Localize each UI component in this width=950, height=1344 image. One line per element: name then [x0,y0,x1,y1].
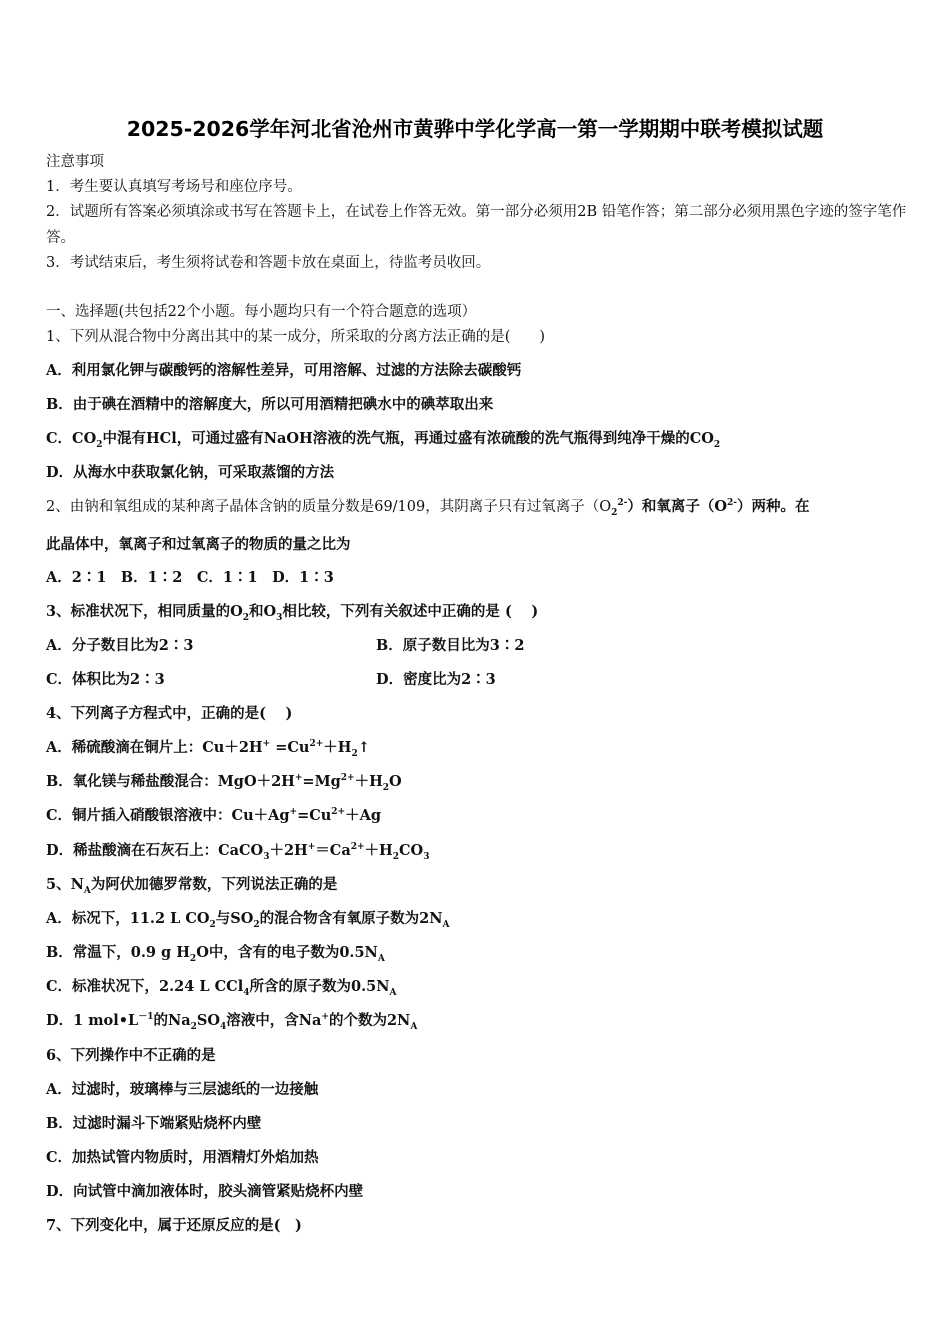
question-6-option-d: D．向试管中滴加液体时，胶头滴管紧贴烧杯内壁 [46,1183,364,1200]
question-3-option-b: B．原子数目比为3∶2 [376,637,525,654]
question-5-option-d: D．1 $mol•L^{-1}$的$Na_2SO_4$溶液中，含Na+的个数为$2N_A$ [46,1012,418,1032]
notice-item-1: 1．考生要认真填写考场号和座位序号。 [46,179,302,195]
question-5-stem: 5、$N_A$为阿伏加德罗常数，下列说法正确的是 [46,876,338,896]
question-6-option-a: A．过滤时，玻璃棒与三层滤纸的一边接触 [46,1081,319,1098]
question-4-option-c: C．铜片插入硝酸银溶液中：$Cu+Ag^+=Cu^{2+}+Ag$ [46,807,381,824]
section-heading: 一、选择题(共包括22个小题。每小题均只有一个符合题意的选项） [46,304,477,320]
question-5-option-a: A．标况下，11.2 L $CO_2$与$SO_2$的混合物含有氧原子数为$2N_A$ [46,910,450,930]
question-5-option-c: C．标准状况下，2.24 L CCl$_4$所含的原子数为$0.5N_A$ [46,978,397,998]
notice-item-3: 3．考试结束后，考生须将试卷和答题卡放在桌面上，待监考员收回。 [46,255,491,271]
question-1-option-b: B．由于碘在酒精中的溶解度大，所以可用酒精把碘水中的碘萃取出来 [46,396,494,413]
question-6-stem: 6、下列操作中不正确的是 [46,1047,216,1064]
question-2-options: A．2∶1 B．1∶2 C．1∶1 D．1∶3 [46,569,334,586]
question-7-stem: 7、下列变化中，属于还原反应的是( ) [46,1217,302,1234]
question-6-option-c: C．加热试管内物质时，用酒精灯外焰加热 [46,1149,319,1166]
question-4-option-a: A．稀硫酸滴在铜片上：$Cu+2H^+ =Cu^{2+}+H_2↑$ [46,739,370,759]
page-title: 2025-2026学年河北省沧州市黄骅中学化学高一第一学期期中联考模拟试题 [126,117,824,141]
question-6-option-b: B．过滤时漏斗下端紧贴烧杯内壁 [46,1115,262,1132]
question-3-option-d: D．密度比为2∶3 [376,671,496,688]
question-5-option-b: B．常温下，0.9 g $H_2O$中，含有的电子数为$0.5N_A$ [46,944,385,964]
question-1-option-d: D．从海水中获取氯化钠，可采取蒸馏的方法 [46,464,335,481]
question-4-stem: 4、下列离子方程式中，正确的是( ) [46,705,293,722]
notice-item-2: 2．试题所有答案必须填涂或书写在答题卡上，在试卷上作答无效。第一部分必须用2B 铅笔作答；第二部分必须用黑色字迹的签字笔作答。 [46,204,907,246]
question-1-stem: 1、下列从混合物中分离出其中的某一成分，所采取的分离方法正确的是( ) [46,329,546,345]
question-3-option-a: A．分子数目比为2∶3 [46,637,194,654]
question-4-option-d: D．稀盐酸滴在石灰石上：$CaCO_3+2H^+=Ca^{2+}+H_2CO_3$ [46,842,430,862]
question-2-stem-cont: 此晶体中，氧离子和过氧离子的物质的量之比为 [46,536,351,553]
question-2-stem: 2、由钠和氧组成的某种离子晶体含钠的质量分数是69/109，其阴离子只有过氧离子$(O_2^{2-})$和氧离子$(O^{2-})$两种。在 [46,498,810,518]
question-1-option-a: A．利用氯化钾与碳酸钙的溶解性差异，可用溶解、过滤的方法除去碳酸钙 [46,362,522,379]
question-4-option-b: B．氧化镁与稀盐酸混合：$MgO+2H^+=Mg^{2+}+H_2O$ [46,773,402,793]
question-1-option-c: C．$CO_2$中混有HCl，可通过盛有NaOH溶液的洗气瓶，再通过盛有浓硫酸的洗气瓶得到纯净干燥的$CO_2$ [46,430,721,450]
question-3-option-c: C．体积比为2∶3 [46,671,165,688]
notice-heading: 注意事项 [46,154,104,170]
question-3-stem: 3、标准状况下，相同质量的$O_2$和$O_3$相比较，下列有关叙述中正确的是 ( ) [46,603,539,623]
